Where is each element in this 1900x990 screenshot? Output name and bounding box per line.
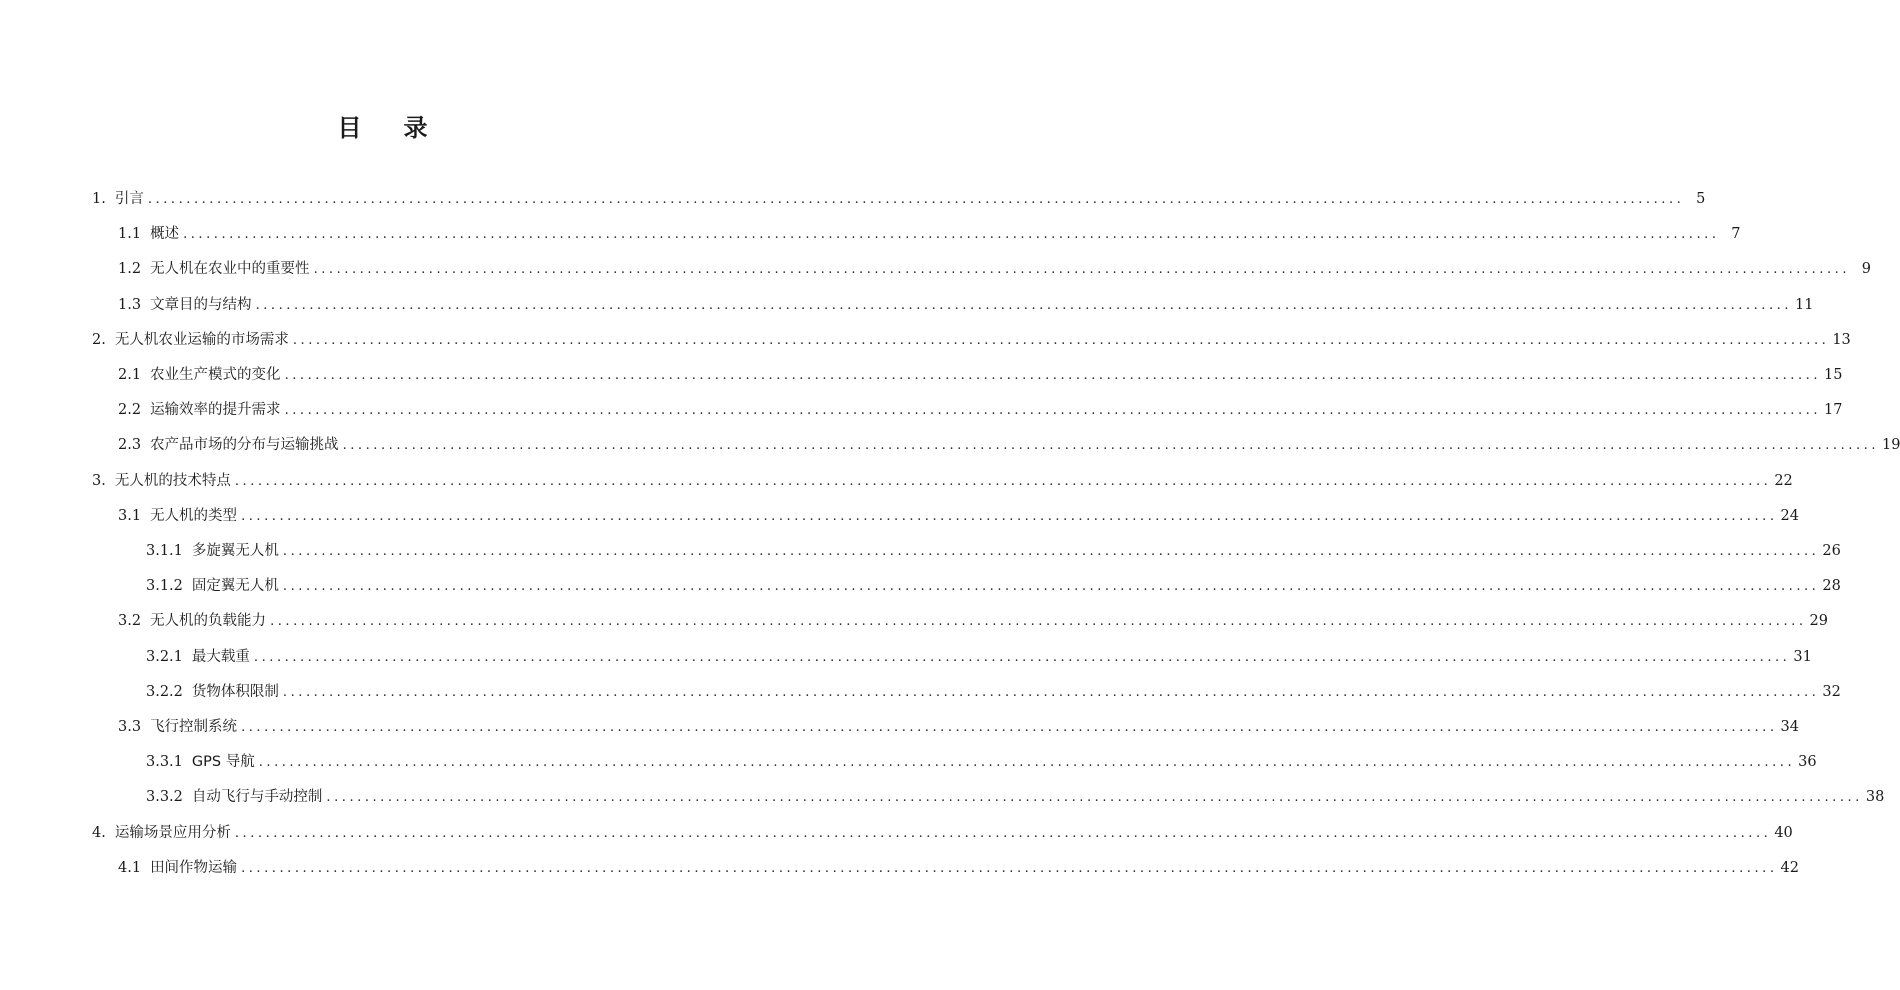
toc-dot-leader: ........................................................................................................................................................................................................ [147,192,1685,207]
toc-page-number: 36 [1798,754,1817,771]
toc-entry-number: 3.1.2 [146,578,183,595]
toc-entry-title: 农产品市场的分布与运输挑战 [150,437,339,454]
toc-entry-number: 3.3.1 [146,754,183,771]
toc-entry[interactable] [146,784,1885,810]
toc-page-number: 31 [1793,648,1812,665]
toc-dot-leader: ........................................................................................................................................................................................................ [241,720,1778,735]
toc-entry-label [146,679,283,705]
toc-page-number: 34 [1780,719,1799,735]
toc-dot-leader: ........................................................................................................................................................................................................ [284,368,1822,383]
toc-entry-number: 3. [92,472,106,489]
toc-entry-title: 无人机的负载能力 [150,613,267,630]
toc-entry-label [92,327,293,353]
toc-entry[interactable] [146,679,1841,705]
toc-dot-leader: ........................................................................................................................................................................................................ [284,403,1822,419]
toc-entry-number: 3.1 [118,507,142,524]
toc-entry-number: 2.2 [118,402,142,419]
toc-entry-number: 4. [92,824,106,841]
toc-page-number: 17 [1824,402,1843,419]
toc-page-number: 9 [1861,261,1872,278]
toc-page-number: 26 [1822,543,1841,559]
toc-entry-title: 最大载重 [191,648,250,665]
toc-dot-leader: ........................................................................................................................................................................................................ [234,825,1772,841]
toc-entry-title: 无人机的类型 [150,507,238,524]
toc-entry[interactable] [118,221,1741,247]
toc-entry-number: 3.2.1 [146,648,183,665]
toc-entry-label [146,749,259,775]
toc-entry-title: 农业生产模式的变化 [150,367,281,383]
toc-dot-leader: ........................................................................................................................................................................................................ [234,473,1772,489]
toc-entry-label [146,538,283,564]
toc-entry[interactable] [118,608,1828,634]
toc-page-number: 7 [1731,226,1741,243]
toc-entry-title: 自动飞行与手动控制 [191,789,323,806]
toc-dot-leader: ........................................................................................................................................................................................................ [258,755,1796,771]
toc-entry-label [118,503,241,529]
toc-page-number: 42 [1780,859,1799,876]
toc-entry-title: 运输场景应用分析 [114,824,231,841]
toc-dot-leader: ........................................................................................................................................................................................................ [183,227,1720,243]
toc-entry-title: 运输效率的提升需求 [150,402,281,419]
toc-entry-title: 固定翼无人机 [191,578,279,595]
toc-entry[interactable] [92,327,1851,353]
toc-entry-title: 无人机在农业中的重要性 [150,261,310,278]
toc-entry-title: 货物体积限制 [191,683,279,700]
toc-entry-label [118,221,183,247]
toc-page-number: 28 [1822,578,1841,595]
toc-entry[interactable] [146,538,1841,564]
toc-entry-label [118,432,343,458]
toc-page-number: 13 [1832,331,1851,348]
toc-entry-number: 3.2.2 [146,683,183,700]
toc-entry-label [118,714,241,740]
toc-entry[interactable] [146,573,1841,599]
toc-entry-number: 1.3 [118,296,142,313]
toc-entry-label [118,362,285,388]
toc-entry[interactable] [118,503,1799,529]
toc-entry-label [118,256,314,282]
toc-entry[interactable] [118,292,1814,318]
toc-dot-leader: ........................................................................................................................................................................................................ [282,579,1820,595]
toc-dot-leader: ........................................................................................................................................................................................................ [241,508,1778,524]
toc-entry-number: 2.3 [118,437,142,454]
page-title-char-1: 目 [337,114,362,142]
toc-entry-label [92,468,235,494]
page-title-char-2: 录 [403,114,428,142]
toc-entry[interactable] [92,468,1793,494]
toc-dot-leader: ........................................................................................................................................................................................................ [241,860,1778,876]
toc-entry[interactable] [118,714,1799,740]
toc-entry-label [118,608,270,634]
toc-entry[interactable] [118,362,1843,388]
toc-entry-title: 无人机的技术特点 [114,472,231,489]
toc-entry[interactable] [146,749,1817,775]
toc-entry-label [92,186,148,212]
toc-dot-leader: ........................................................................................................................................................................................................ [326,790,1863,806]
toc-page-number: 11 [1795,296,1814,313]
toc-entry-label [146,644,254,670]
toc-entry-number: 3.3.2 [146,789,183,806]
toc-entry[interactable] [146,644,1812,670]
toc-dot-leader: ........................................................................................................................................................................................................ [282,684,1820,700]
toc-entry-title: 引言 [114,191,144,207]
toc-dot-leader: ........................................................................................................................................................................................................ [292,332,1830,348]
toc-dot-leader: ........................................................................................................................................................................................................ [255,297,1793,313]
toc-page-number: 19 [1882,437,1900,454]
toc-entry-number: 3.1.1 [146,543,183,559]
toc-page-number: 32 [1822,683,1841,700]
toc-entry-number: 1. [92,191,106,207]
toc-page-number: 22 [1774,472,1793,489]
toc-page-number: 29 [1809,613,1828,630]
toc-page-number: 5 [1696,191,1706,207]
toc-entry-title: GPS 导航 [191,754,255,771]
toc-dot-leader: ........................................................................................................................................................................................................ [342,438,1880,454]
toc-entry[interactable] [118,256,1872,282]
toc-entry[interactable] [118,397,1843,423]
toc-entry-number: 1.1 [118,226,142,243]
toc-entry[interactable] [92,820,1793,846]
toc-entry-title: 无人机农业运输的市场需求 [114,331,289,348]
toc-entry-label [118,855,241,881]
toc-entry[interactable] [118,432,1900,458]
toc-dot-leader: ........................................................................................................................................................................................................ [313,262,1851,278]
toc-page-number: 40 [1774,824,1793,841]
toc-entry-title: 飞行控制系统 [150,719,238,735]
toc-page-number: 38 [1865,789,1885,806]
toc-dot-leader: ........................................................................................................................................................................................................ [270,614,1807,630]
toc-entry-number: 3.3 [118,719,142,735]
toc-entry-number: 1.2 [118,261,142,278]
toc-entry[interactable] [92,186,1706,212]
toc-entry-number: 4.1 [118,859,142,876]
toc-page-number: 24 [1780,507,1799,524]
toc-entry-title: 多旋翼无人机 [191,543,279,559]
toc-dot-leader: ........................................................................................................................................................................................................ [253,649,1791,665]
toc-entry-number: 3.2 [118,613,142,630]
toc-entry[interactable] [118,855,1799,881]
toc-page-number: 15 [1824,367,1843,383]
page-title [0,112,765,144]
toc-entry-number: 2. [92,331,106,348]
toc-entry-label [118,397,285,423]
toc-entry-title: 田间作物运输 [150,859,238,876]
toc-entry-label [146,784,326,810]
toc-entry-title: 文章目的与结构 [150,296,252,313]
toc-dot-leader: ........................................................................................................................................................................................................ [282,544,1820,559]
toc-entry-title: 概述 [150,226,180,243]
toc-entry-label [146,573,283,599]
toc-entry-label [118,292,256,318]
toc-entry-number: 2.1 [118,367,142,383]
toc-entry-label [92,820,235,846]
